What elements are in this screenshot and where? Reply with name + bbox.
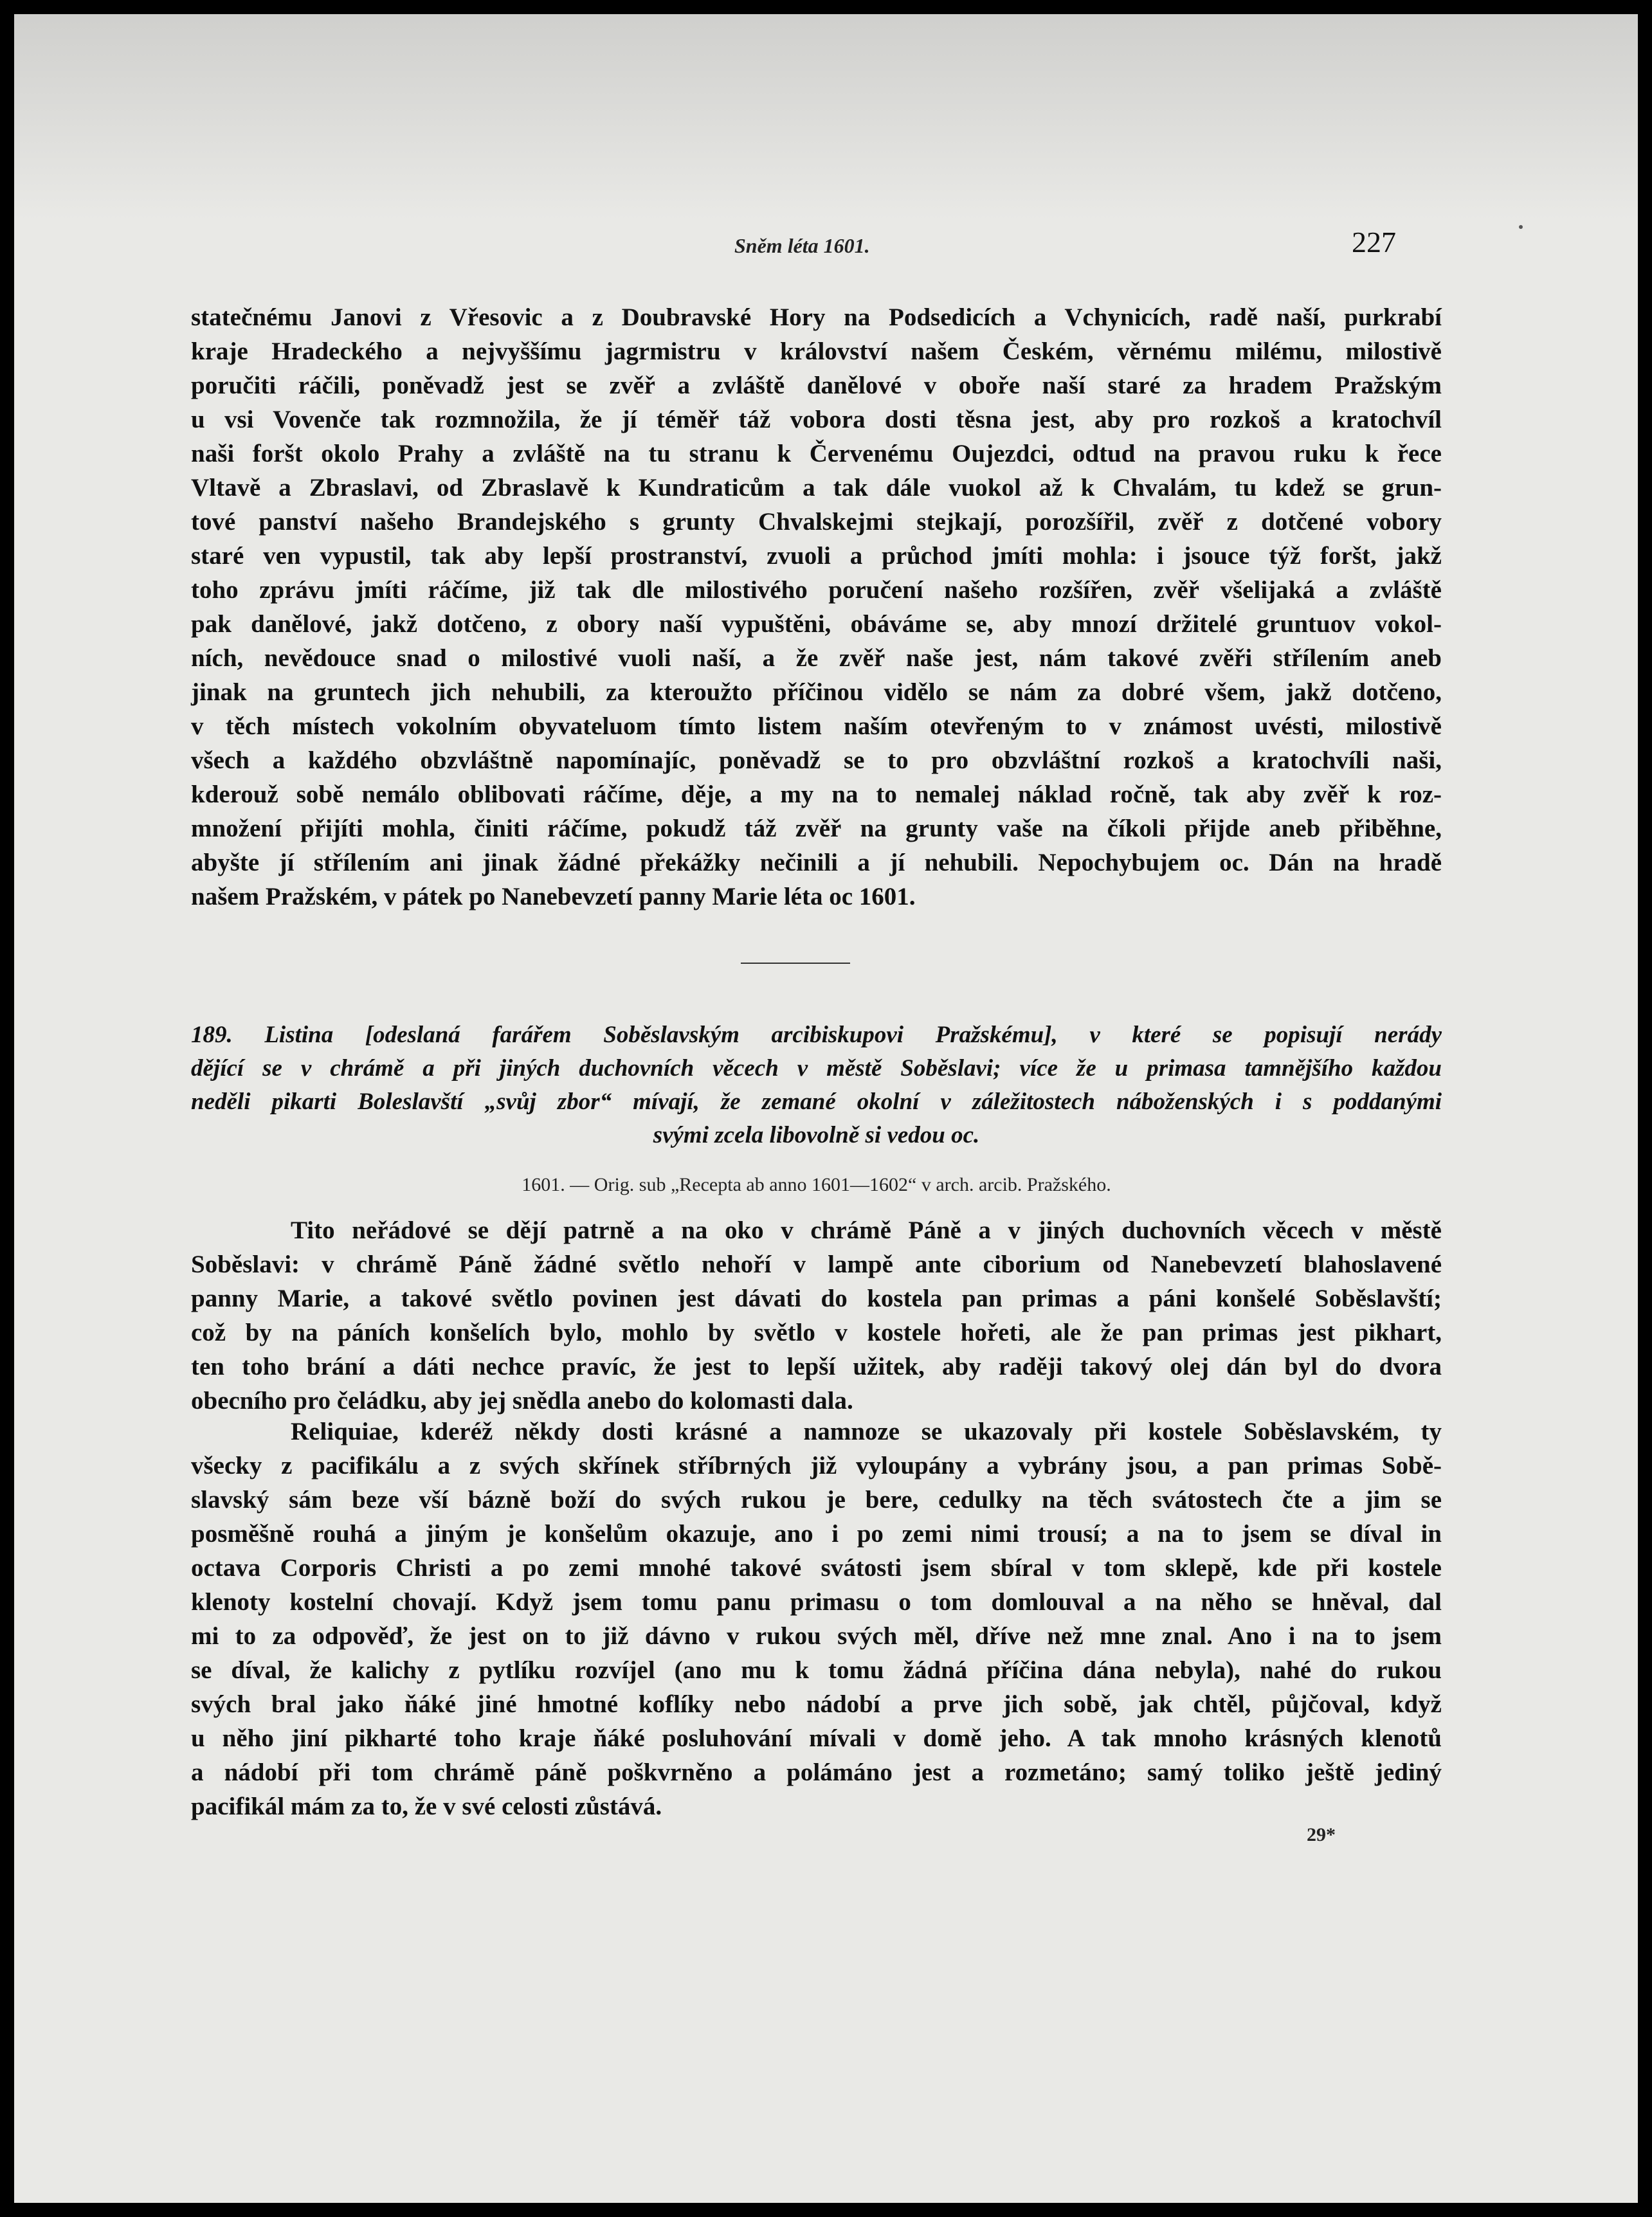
- text-line: statečnému Janovi z Vřesovic a z Doubravské Hory na Podsedicích a Vchynicích, radě naší, purkrabí: [191, 303, 1442, 331]
- text-line: octava Corporis Christi a po zemi mnohé takové svátosti jsem sbíral v tom sklepě, kde při kostele: [191, 1554, 1442, 1582]
- source-note: 1601. — Orig. sub „Recepta ab anno 1601—1602“ v arch. arcib. Pražského.: [522, 1174, 1111, 1195]
- heading-line: 189. Listina [odeslaná farářem Soběslavským arcibiskupovi Pražskému], v které se popisují nerády: [191, 1022, 1442, 1048]
- paragraph-2: [191, 1213, 1442, 1418]
- text-line: našem Pražském, v pátek po Nanebevzetí panny Marie léta oc 1601.: [191, 883, 916, 910]
- section-heading: [191, 1018, 1442, 1152]
- text-line: panny Marie, a takové světlo povinen jest dávati do kostela pan primas a páni konšelé Soběslavští;: [191, 1285, 1442, 1312]
- text-line: v těch místech vokolním obyvateluom tímto listem naším otevřeným to v známost uvésti, milostivě: [191, 712, 1442, 740]
- text-line: poručiti ráčili, poněvadž jest se zvěř a zvláště danělové v oboře naší staré za hradem Pražským: [191, 372, 1442, 399]
- heading-line: svými zcela libovolně si vedou oc.: [653, 1122, 980, 1148]
- text-line: Soběslavi: v chrámě Páně žádné světlo nehoří v lampě ante ciborium od Nanebevzetí blahoslavené: [191, 1251, 1442, 1278]
- text-line: pacifikál mám za to, že v své celosti zůstává.: [191, 1793, 662, 1820]
- text-line: ních, nevědouce snad o milostivé vuoli naší, a že zvěř naše jest, nám takové zvěři střílením aneb: [191, 644, 1442, 672]
- text-line: pak danělové, jakž dotčeno, z obory naší vypuštěni, obáváme se, aby mnozí držitelé gruntuov vokol-: [191, 610, 1442, 638]
- text-line: což by na páních konšelích bylo, mohlo by světlo v kostele hořeti, ale že pan primas jest pikhart,: [191, 1319, 1442, 1346]
- heading-line: dějící se v chrámě a při jiných duchovních věcech v městě Soběslavi; více že u primasa tamnějšího každou: [191, 1055, 1442, 1081]
- gathering-signature: 29*: [1307, 1824, 1336, 1845]
- heading-line: neděli pikarti Boleslavští „svůj zbor“ mívají, že zemané okolní v záležitostech náboženských i s poddanými: [191, 1089, 1442, 1115]
- text-line: mi to za odpověď, že jest on to již dávno v rukou svých měl, dříve než mne znal. Ano i na to jsem: [191, 1622, 1442, 1650]
- text-line: množení přijíti mohla, činiti ráčíme, pokudž táž zvěř na grunty vaše na číkoli přijde aneb přiběhne,: [191, 815, 1442, 842]
- text-line: jinak na gruntech jich nehubili, za kteroužto příčinou vidělo se nám za dobré všem, jakž dotčeno,: [191, 678, 1442, 706]
- text-line: slavský sám beze vší bázně boží do svých rukou je bere, cedulky na těch svátostech čte a jim se: [191, 1486, 1442, 1514]
- text-line: abyšte jí střílením ani jinak žádné překážky nečinili a jí nehubili. Nepochybujem oc. Dán na hradě: [191, 849, 1442, 876]
- text-line: u něho jiní pikharté toho kraje ňáké posluhování mívali v domě jeho. A tak mnoho krásných klenotů: [191, 1724, 1442, 1752]
- text-line: kraje Hradeckého a nejvyššímu jagrmistru v království našem Českém, věrnému milému, milostivě: [191, 338, 1442, 365]
- document-page: [14, 14, 1638, 2203]
- text-line: svých bral jako ňáké jiné hmotné koflíky nebo nádobí a prve jich sobě, jak chtěl, půjčoval, když: [191, 1690, 1442, 1718]
- text-line: všech a každého obzvláštně napomínajíc, poněvadž se to pro obzvláštní rozkoš a kratochvíli naši,: [191, 747, 1442, 774]
- running-title: Sněm léta 1601.: [734, 234, 870, 257]
- text-line: Tito neřádové se dějí patrně a na oko v chrámě Páně a v jiných duchovních věcech v městě: [291, 1217, 1442, 1244]
- text-line: Vltavě a Zbraslavi, od Zbraslavě k Kundraticům a tak dále vuokol až k Chvalám, tu kdež se grun-: [191, 474, 1442, 502]
- text-line: všecky z pacifikálu a z svých skřínek stříbrných již vyloupány a vybrány jsou, a pan primas Sobě-: [191, 1452, 1442, 1480]
- paragraph-3: [191, 1415, 1442, 1823]
- section-divider: [741, 963, 850, 964]
- text-line: tové panství našeho Brandejského s grunty Chvalskejmi stejkají, porozšířil, zvěř z dotčené vobory: [191, 508, 1442, 536]
- text-line: kderouž sobě nemálo oblibovati ráčíme, děje, a my na to nemalej náklad ročně, tak aby zvěř k roz-: [191, 781, 1442, 808]
- running-header: [14, 219, 1638, 257]
- text-line: u vsi Vovenče tak rozmnožila, že jí téměř táž vobora dosti těsna jest, aby pro rozkoš a kratochvíl: [191, 406, 1442, 433]
- text-line: toho zprávu jmíti ráčíme, již tak dle milostivého poručení našeho rozšířen, zvěř všelijaká a zvláště: [191, 576, 1442, 604]
- text-line: staré ven vypustil, tak aby lepší prostranství, zvuoli a průchod jmíti mohla: i jsouce týž foršt, jakž: [191, 542, 1442, 570]
- text-line: naši foršt okolo Prahy a zvláště na tu stranu k Červenému Oujezdci, odtud na pravou ruku k řece: [191, 440, 1442, 467]
- text-line: ten toho brání a dáti nechce pravíc, že jest to lepší užitek, aby raději takový olej dán byl do dvora: [191, 1353, 1442, 1380]
- text-line: klenoty kostelní chovají. Když jsem tomu panu primasu o tom domlouval a na něho se hněval, dal: [191, 1588, 1442, 1616]
- page-number: 227: [1352, 226, 1396, 258]
- text-line: posměšně rouhá a jiným je konšelům okazuje, ano i po zemi nimi trousí; a na to jsem se díval in: [191, 1520, 1442, 1548]
- text-line: se díval, že kalichy z pytlíku rozvíjel (ano mu k tomu žádná příčina dána nebyla), nahé do rukou: [191, 1656, 1442, 1684]
- paragraph-1: [191, 300, 1442, 914]
- text-line: Reliquiae, kderéž někdy dosti krásné a namnoze se ukazovaly při kostele Soběslavském, ty: [291, 1418, 1442, 1445]
- text-line: a nádobí při tom chrámě páně poškvrněno a polámáno jest a rozmetáno; samý toliko ještě jediný: [191, 1759, 1442, 1786]
- text-line: obecního pro čeládku, aby jej snědla anebo do kolomasti dala.: [191, 1387, 853, 1415]
